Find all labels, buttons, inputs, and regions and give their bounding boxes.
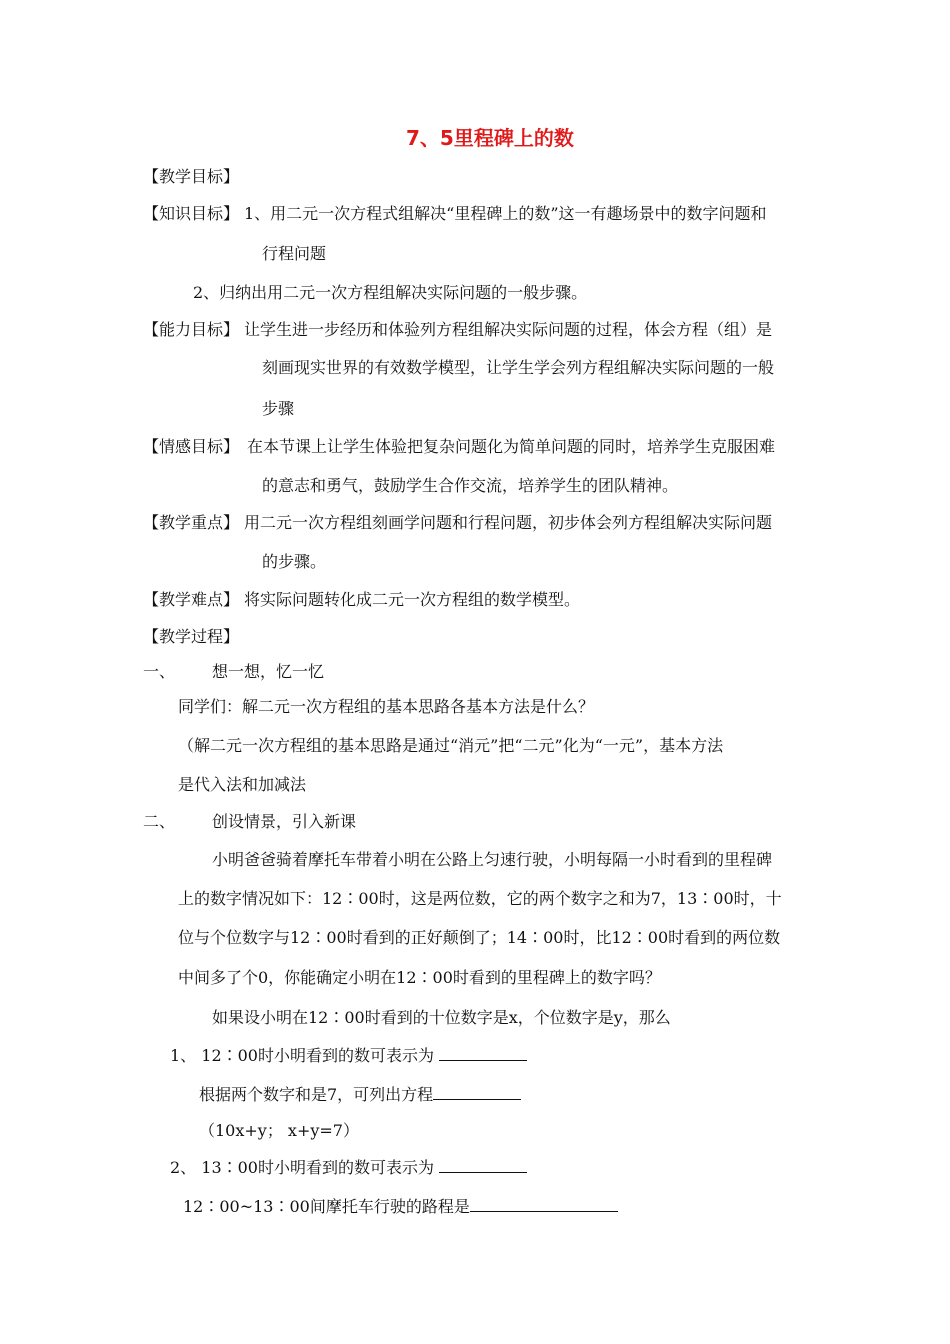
question-1-text: 1、 12∶00时小明看到的数可表示为	[170, 1046, 434, 1065]
problem-line2: 上的数字情况如下：12∶00时，这是两位数，它的两个数字之和为7，13∶00时，十	[178, 889, 782, 908]
question-2-distance-text: 12∶00~13∶00间摩托车行驶的路程是	[183, 1197, 470, 1216]
step-1-answer-line2: 是代入法和加减法	[178, 775, 307, 794]
page-title: 7、5里程碑上的数	[406, 126, 574, 150]
key-point-line1: 用二元一次方程组刻画学问题和行程问题，初步体会列方程组解决实际问题	[244, 513, 773, 532]
knowledge-goal-1-line2: 行程问题	[262, 244, 327, 263]
emotion-goal-line1: 在本节课上让学生体验把复杂问题化为简单问题的同时，培养学生克服困难	[247, 437, 776, 456]
ability-goal-line3: 步骤	[262, 399, 295, 418]
answer-blank	[439, 1044, 527, 1061]
ability-goal-label: 【能力目标】	[143, 320, 240, 339]
ability-goal-line1: 让学生进一步经历和体验列方程组解决实际问题的过程，体会方程（组）是	[244, 320, 773, 339]
question-1	[170, 1044, 527, 1068]
section-teaching-goals: 【教学目标】	[143, 167, 240, 186]
step-1-title: 想一想，忆一忆	[212, 662, 325, 681]
emotion-goal-label: 【情感目标】	[143, 437, 240, 456]
problem-line4: 中间多了个0，你能确定小明在12∶00时看到的里程碑上的数字吗？	[178, 968, 661, 987]
knowledge-goal-label: 【知识目标】	[143, 204, 240, 223]
question-1-equation	[199, 1083, 521, 1107]
problem-assumption: 如果设小明在12∶00时看到的十位数字是x，个位数字是y，那么	[212, 1008, 671, 1027]
difficulty-label: 【教学难点】	[143, 590, 240, 609]
answer-blank	[470, 1195, 618, 1212]
step-2-title: 创设情景，引入新课	[212, 812, 357, 831]
problem-line1: 小明爸爸骑着摩托车带着小明在公路上匀速行驶，小明每隔一小时看到的里程碑	[212, 850, 773, 869]
answer-blank	[439, 1156, 527, 1173]
knowledge-goal-1-line1: 1、用二元一次方程式组解决“里程碑上的数”这一有趣场景中的数字问题和	[244, 204, 767, 223]
step-2-number: 二、	[143, 812, 176, 831]
answer-blank	[433, 1083, 521, 1100]
key-point-line2: 的步骤。	[262, 552, 327, 571]
question-2-distance	[183, 1195, 618, 1219]
step-1-answer-line1: （解二元一次方程组的基本思路是通过“消元”把“二元”化为“一元”，基本方法	[178, 736, 724, 755]
key-point-label: 【教学重点】	[143, 513, 240, 532]
difficulty-text: 将实际问题转化成二元一次方程组的数学模型。	[244, 590, 581, 609]
question-2	[170, 1156, 527, 1180]
step-1-number: 一、	[143, 662, 176, 681]
step-1-question: 同学们：解二元一次方程组的基本思路各基本方法是什么？	[178, 697, 595, 716]
question-2-text: 2、 13∶00时小明看到的数可表示为	[170, 1158, 434, 1177]
knowledge-goal-2: 2、归纳出用二元一次方程组解决实际问题的一般步骤。	[193, 283, 588, 302]
question-1-answer: （10x+y； x+y=7）	[199, 1121, 359, 1140]
problem-line3: 位与个位数字与12∶00时看到的正好颠倒了；14∶00时，比12∶00时看到的两位数	[178, 928, 781, 947]
question-1-equation-text: 根据两个数字和是7，可列出方程	[199, 1085, 434, 1104]
ability-goal-line2: 刻画现实世界的有效数学模型，让学生学会列方程组解决实际问题的一般	[262, 358, 775, 377]
emotion-goal-line2: 的意志和勇气，鼓励学生合作交流，培养学生的团队精神。	[262, 476, 679, 495]
section-teaching-process: 【教学过程】	[143, 627, 240, 646]
